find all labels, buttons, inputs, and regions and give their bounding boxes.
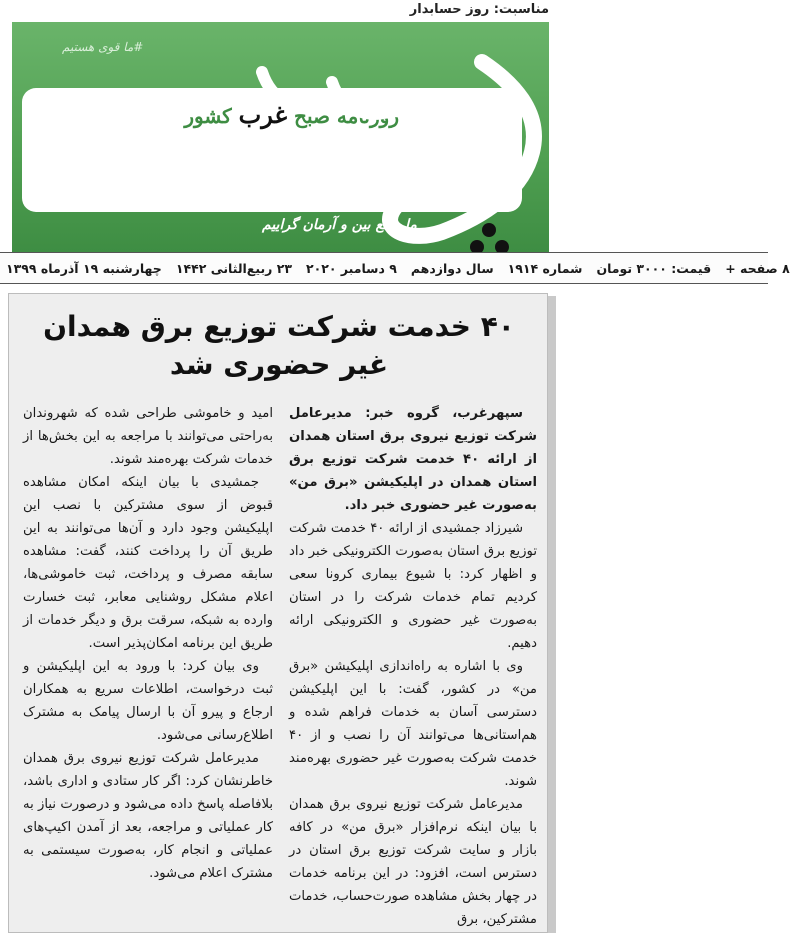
page-count: ۸ صفحه +	[725, 260, 790, 276]
issue-info-bar	[0, 252, 790, 284]
issue-number: شماره ۱۹۱۴	[507, 260, 583, 276]
article-shadow	[548, 296, 556, 933]
article-box	[8, 293, 548, 933]
article-paragraph: جمشیدی با بیان اینکه امکان مشاهده قبوض از سوی مشترکین با نصب این اپلیکیشن وجود دارد و آن‌ها می‌توانند به این طریق آن را پرداخت کنند، گفت: مشاهده سابقه مصرف و پرداخت، ثبت خاموشی‌ها، اعلام مشکل روشنایی معابر، ثبت خسارت وارده به شبکه، سرقت برق و دیگر خدمات از طریق این برنامه امکان‌پذیر است.	[23, 475, 273, 651]
article-headline	[9, 308, 549, 384]
issue-date: چهارشنبه ۱۹ آذرماه ۱۳۹۹	[6, 260, 162, 276]
article-column-left	[23, 402, 273, 885]
masthead	[12, 0, 549, 252]
headline-line-1: ۴۰ خدمت شرکت توزیع برق همدان	[43, 310, 515, 343]
article-paragraph: شیرزاد جمشیدی از ارائه ۴۰ خدمت شرکت توزیع برق استان به‌صورت الکترونیکی خبر داد و اظهار کرد: با شیوع بیماری کرونا سعی کردیم تمام خدمات شرکت را در استان به‌صورت غیر حضوری و الکترونیکی ارائه دهیم.	[289, 521, 537, 651]
daily-suffix: کشور	[184, 104, 232, 128]
article-paragraph: مدیرعامل شرکت توزیع نیروی برق همدان خاطرنشان کرد: اگر کار ستادی و اداری باشد، بلافاصله پاسخ داده می‌شود و درصورت نیاز به کار عملیاتی و مراجعه، بعد از آمدن اکیپ‌های عملیاتی و انجام کار، به‌صورت سیستمی به مشترک اعلام می‌شود.	[23, 751, 273, 881]
volume-year: سال دوازدهم	[410, 260, 494, 276]
gregorian-date: ۹ دسامبر ۲۰۲۰	[305, 260, 397, 276]
issue-price: قیمت: ۳۰۰۰ تومان	[596, 260, 712, 276]
hijri-date: ۲۳ ربیع‌الثانی ۱۴۴۲	[175, 260, 292, 276]
article-lead-paragraph: سپهرغرب، گروه خبر: مدیرعامل شرکت توزیع نیروی برق استان همدان از ارائه ۴۰ خدمت شرکت توزیع برق استان همدان در اپلیکیشن «برق من» به‌صورت غیر حضوری خبر داد.	[289, 406, 537, 513]
headline-line-2: غیر حضوری شد	[169, 348, 389, 381]
masthead-banner	[12, 22, 549, 252]
motto-text: ما واقع بین و آرمان گراییم	[262, 217, 417, 233]
article-paragraph: وی بیان کرد: با ورود به این اپلیکیشن و ثبت درخواست، اطلاعات سریع به همکاران ارجاع و پیرو آن با ارسال پیامک به مشترک اطلاع‌رسانی می‌شود.	[23, 659, 273, 743]
slogan-text: #ما قوی هستیم	[62, 40, 144, 54]
daily-accent: غرب	[238, 100, 288, 129]
occasion-label: مناسبت: روز حسابدار	[409, 2, 549, 17]
daily-prefix: روزنامه صبح	[294, 104, 399, 128]
article-paragraph: مدیرعامل شرکت توزیع نیروی برق همدان با بیان اینکه نرم‌افزار «برق من» در کافه بازار و سایت شرکت توزیع برق استان در دسترس است، افزود: در این برنامه خدمات در چهار بخش مشاهده صورت‌حساب، خدمات مشترکین، برق	[289, 797, 537, 927]
article-paragraph: امید و خاموشی طراحی شده که شهروندان به‌راحتی می‌توانند با مراجعه به این بخش‌ها از خدمات شرکت بهره‌مند شوند.	[23, 406, 273, 467]
article-paragraph: وی با اشاره به راه‌اندازی اپلیکیشن «برق من» در کشور، گفت: با این اپلیکیشن دسترسی آسان به خدمات فراهم شده و هم‌استانی‌ها می‌توانند آن را نصب و از ۴۰ خدمت شرکت به‌صورت غیر حضوری بهره‌مند شوند.	[289, 659, 537, 789]
article-column-right	[289, 402, 537, 931]
